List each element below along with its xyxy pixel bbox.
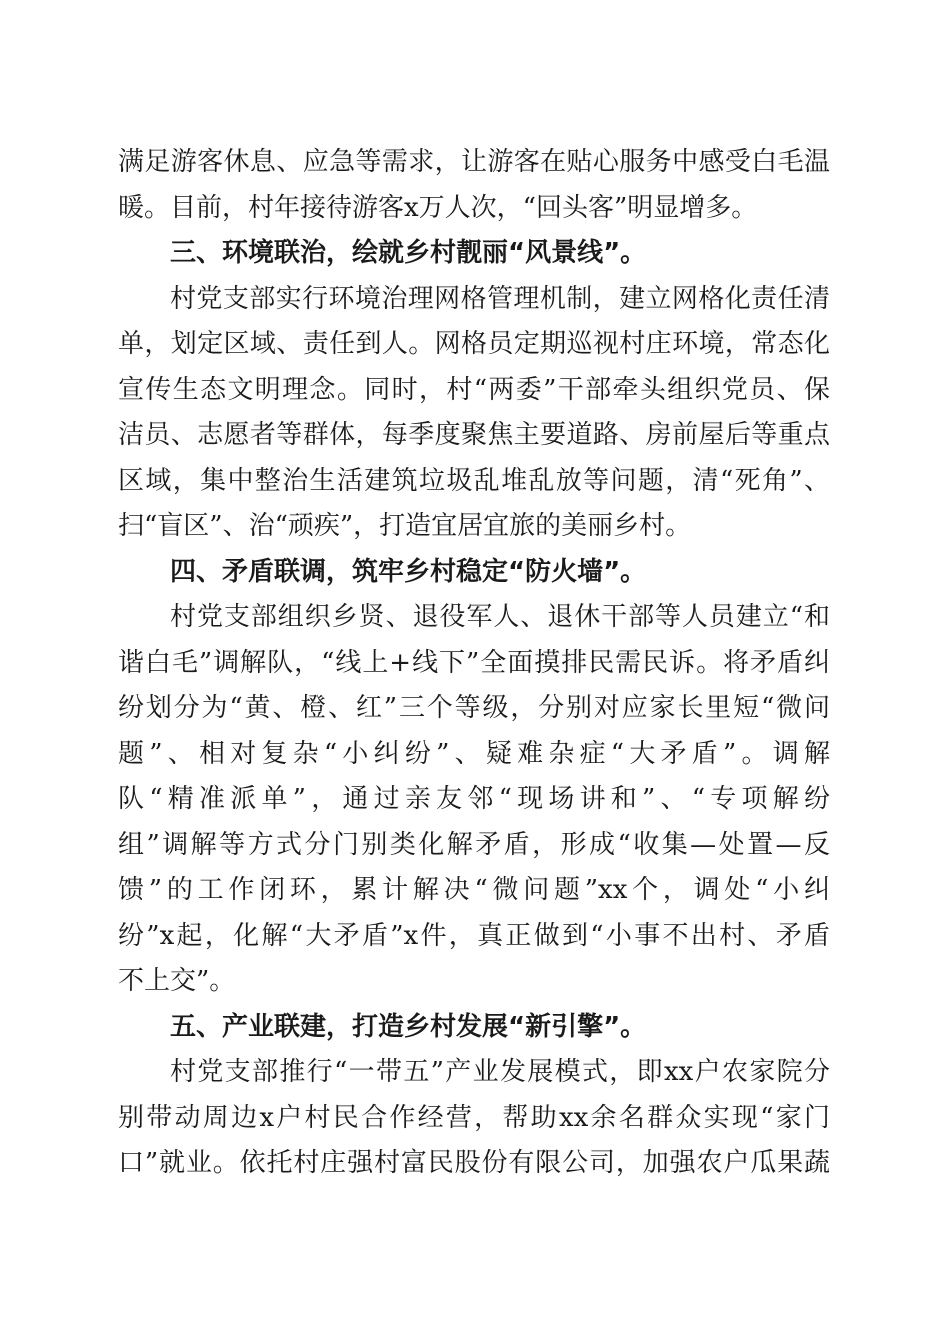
section-heading-3: 三、环境联治，绘就乡村靓丽“风景线”。 [170,238,647,268]
section-heading-4: 四、矛盾联调，筑牢乡村稳定“防火墙”。 [170,556,647,587]
text-line: 扫“盲区”、治“顽疾”，打造宜居宜旅的美丽乡村。 [118,511,692,541]
paragraph-continued [118,140,830,231]
text-line: 馈”的工作闭环，累计解决“微问题”xx个，调处“小纠 [118,875,830,905]
text-line: 题”、相对复杂“小纠纷”、疑难杂症“大矛盾”。调解 [118,738,830,769]
document-page [118,140,830,1187]
text-line: 单，划定区域、责任到人。网格员定期巡视村庄环境，常态化 [118,329,830,359]
text-line: 村党支部实行环境治理网格管理机制，建立网格化责任清 [170,283,830,314]
text-line: 纷划分为“黄、橙、红”三个等级，分别对应家长里短“微问 [118,693,830,723]
paragraph-mediation [118,595,830,1005]
text-line: 洁员、志愿者等群体，每季度聚焦主要道路、房前屋后等重点 [118,420,830,450]
text-line: 宣传生态文明理念。同时，村“两委”干部牵头组织党员、保 [118,374,830,405]
text-line: 队“精准派单”，通过亲友邻“现场讲和”、“专项解纷 [118,784,830,814]
text-line: 口”就业。依托村庄强村富民股份有限公司，加强农户瓜果蔬 [118,1148,830,1178]
text-line: 村党支部推行“一带五”产业发展模式，即xx户农家院分 [170,1057,830,1087]
text-line: 别带动周边x户村民合作经营，帮助xx余名群众实现“家门 [118,1102,830,1133]
text-line: 暖。目前，村年接待游客x万人次，“回头客”明显增多。 [118,192,758,223]
text-line: 不上交”。 [118,966,236,996]
text-line: 纷”x起，化解“大矛盾”x件，真正做到“小事不出村、矛盾 [118,920,830,951]
text-line: 区域，集中整治生活建筑垃圾乱堆乱放等问题，清“死角”、 [118,465,830,496]
paragraph-industry [118,1050,830,1187]
text-line: 满足游客休息、应急等需求，让游客在贴心服务中感受白毛温 [118,147,830,177]
paragraph-environment [118,277,830,550]
text-line: 村党支部组织乡贤、退役军人、退休干部等人员建立“和 [170,602,830,632]
text-line: 组”调解等方式分门别类化解矛盾，形成“收集—处置—反 [118,829,830,860]
section-heading-5: 五、产业联建，打造乡村发展“新引擎”。 [170,1011,647,1042]
text-line: 谐白毛”调解队，“线上+线下”全面摸排民需民诉。将矛盾纠 [118,647,830,678]
